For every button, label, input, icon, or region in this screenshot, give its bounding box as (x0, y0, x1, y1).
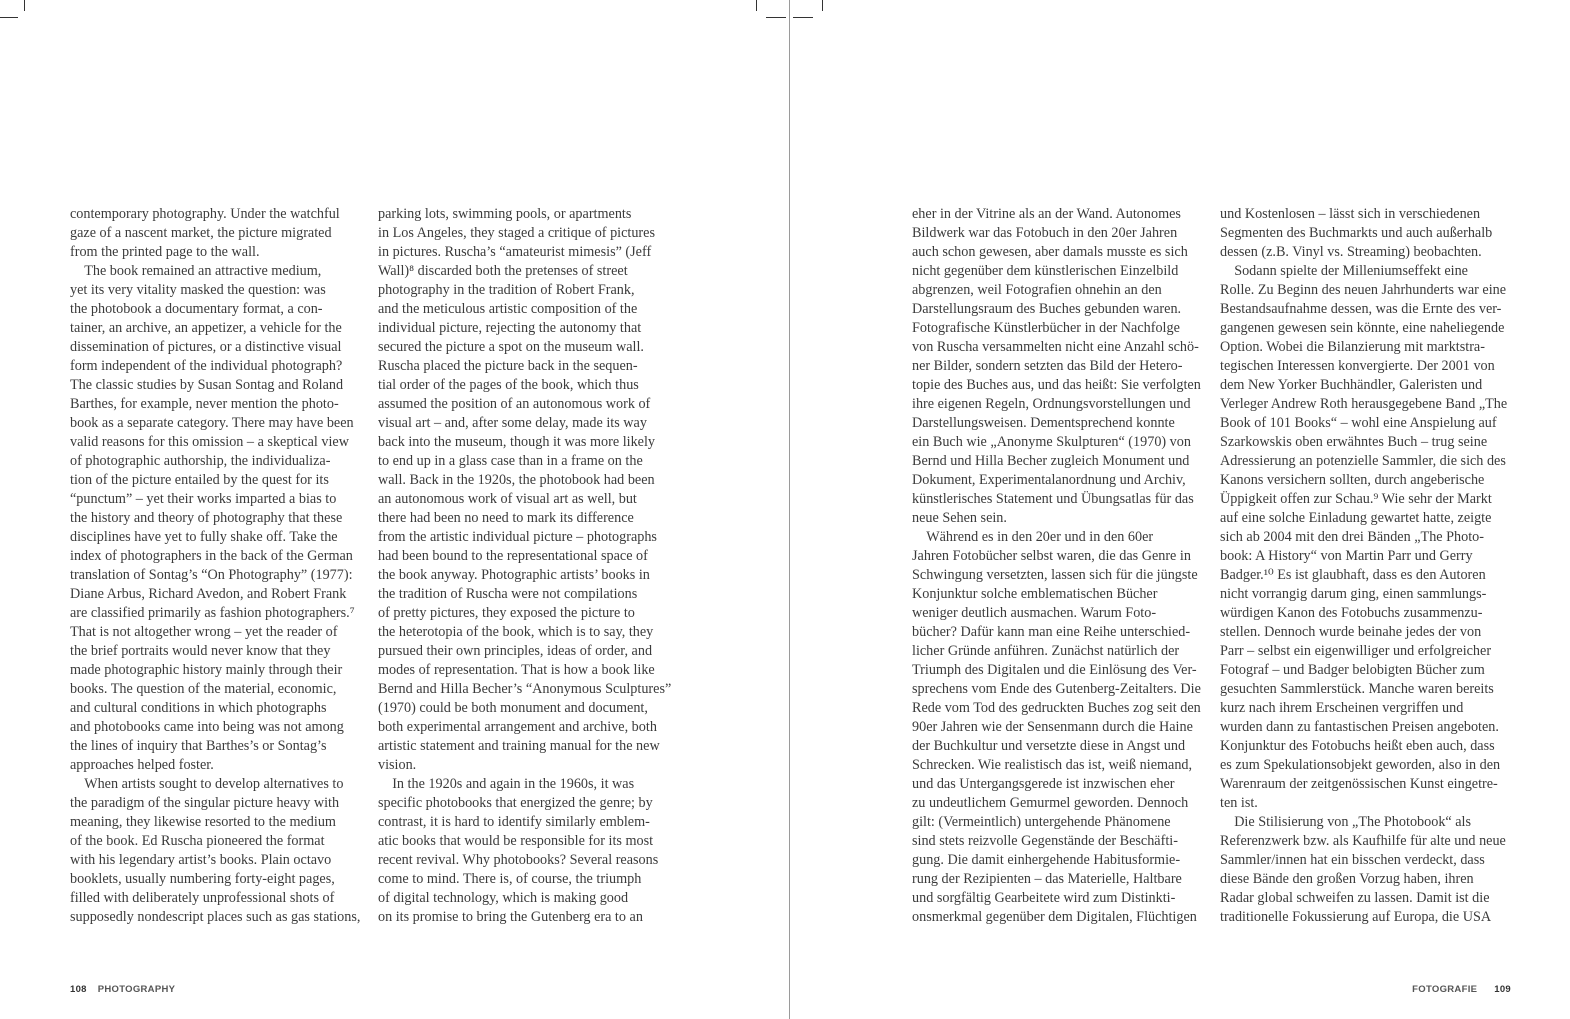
text-line: of photographic authorship, the individualiza- (70, 453, 331, 469)
text-line: specific photobooks that energized the genre; by (378, 795, 653, 811)
text-line: and the meticulous artistic composition of the (378, 301, 638, 317)
text-line: Parr – selbst ein eigenwilliger und erfolgreicher (1220, 643, 1492, 659)
text-line: Warenraum der zeitgenössischen Kunst eingetre- (1220, 776, 1498, 792)
text-line: Bildwerk war das Fotobuch in den 20er Jahren (912, 225, 1178, 241)
text-line: ten ist. (1220, 795, 1258, 811)
text-line: ein Buch wie „Anonyme Skulpturen“ (1970) von (912, 434, 1191, 450)
text-line: weniger deutlich ausmachen. Warum Foto- (912, 605, 1157, 621)
text-line: Konjunktur solche emblematischen Bücher (912, 586, 1158, 602)
text-line: gung. Die damit einhergehende Habitusformie- (912, 852, 1181, 868)
text-line: Adressierung an potenzielle Sammler, die sich des (1220, 453, 1506, 469)
text-line: Wall)⁸ discarded both the pretenses of street (378, 263, 628, 279)
text-line: to end up in a glass case than in a frame on the (378, 453, 643, 469)
text-line: In the 1920s and again in the 1960s, it was (378, 776, 635, 792)
text-line: in Los Angeles, they staged a critique of pictures (378, 225, 655, 241)
text-line: eher in der Vitrine als an der Wand. Autonomes (912, 206, 1181, 222)
text-line: meaning, they likewise resorted to the medium (70, 814, 336, 830)
crop-mark (756, 0, 757, 11)
text-line: Rede vom Tod des gedruckten Buches zog seit den (912, 700, 1201, 716)
text-line: on its promise to bring the Gutenberg era to an (378, 909, 643, 925)
text-line: nicht gegenüber dem künstlerischen Einzelbild (912, 263, 1179, 279)
left-page-footer (70, 984, 175, 995)
text-line: Konjunktur des Fotobuchs heißt eben auch, dass (1220, 738, 1495, 754)
text-line: licher Gründe anführen. Zunächst natürlich der (912, 643, 1180, 659)
text-line: contrast, it is hard to identify similarly emblem- (378, 814, 650, 830)
text-line: Segmenten des Buchmarkts und auch außerhalb (1220, 225, 1493, 241)
text-line: Sammler/innen hat ein bisschen verdeckt, dass (1220, 852, 1485, 868)
text-line: tainer, an archive, an appetizer, a vehicle for the (70, 320, 342, 336)
text-line: Darstellungsweisen. Dementsprechend konnte (912, 415, 1175, 431)
page-number: 108 (70, 984, 87, 995)
text-line: When artists sought to develop alternatives to (70, 776, 344, 792)
text-line: Während es in den 20er und in den 60er (912, 529, 1154, 545)
text-line: supposedly nondescript places such as gas stations, (70, 909, 361, 925)
text-line: dem New Yorker Buchhändler, Galeristen und (1220, 377, 1483, 393)
text-line: Bernd and Hilla Becher’s “Anonymous Sculptures” (378, 681, 672, 697)
crop-mark (766, 17, 786, 18)
text-line: book: A History“ von Martin Parr und Gerry (1220, 548, 1473, 564)
text-line: Üppigkeit offen zur Schau.⁹ Wie sehr der Markt (1220, 491, 1492, 507)
text-line: there had been no need to mark its difference (378, 510, 634, 526)
text-line: recent revival. Why photobooks? Several reasons (378, 852, 659, 868)
text-line: auf eine solche Einladung gewartet hatte, zeigte (1220, 510, 1492, 526)
text-line: tion of the picture entailed by the quest for its (70, 472, 329, 488)
text-line: from the printed page to the wall. (70, 244, 260, 260)
text-line: onsmerkmal gegenüber dem Digitalen, Flüchtigen (912, 909, 1197, 925)
text-line: wall. Back in the 1920s, the photobook had been (378, 472, 655, 488)
text-line: Fotografische Künstlerbücher in der Nachfolge (912, 320, 1180, 336)
text-line: in pictures. Ruscha’s “amateurist mimesis” (Jeff (378, 244, 652, 260)
text-line: are classified primarily as fashion photographers.⁷ (70, 605, 355, 621)
text-line: books. The question of the material, economic, (70, 681, 337, 697)
right-page-column-1 (912, 205, 1207, 927)
text-line: gesuchten Sammlerstück. Manche waren bereits (1220, 681, 1494, 697)
text-line: Schwingung versetzten, lassen sich für die jüngste (912, 567, 1198, 583)
text-line: valid reasons for this omission – a skeptical view (70, 434, 349, 450)
text-line: topie des Buches aus, und das heißt: Sie verfolgten (912, 377, 1201, 393)
text-line: Rolle. Zu Beginn des neuen Jahrhunderts war eine (1220, 282, 1507, 298)
text-line: contemporary photography. Under the watchful (70, 206, 340, 222)
text-line: filled with deliberately unprofessional shots of (70, 890, 335, 906)
text-line: Dokument, Experimentalanordnung und Archiv, (912, 472, 1186, 488)
text-line: the history and theory of photography that these (70, 510, 343, 526)
text-line: Radar global schweifen zu lassen. Damit ist die (1220, 890, 1490, 906)
text-line: of digital technology, which is making good (378, 890, 629, 906)
text-line: an autonomous work of visual art as well, but (378, 491, 637, 507)
text-line: abgrenzen, weil Fotografien ohnehin an den (912, 282, 1162, 298)
text-line: Sodann spielte der Milleniumseffekt eine (1220, 263, 1468, 279)
text-line: von Ruscha versammelten nicht eine Anzahl schö- (912, 339, 1199, 355)
text-line: und das Untergangsgerede ist inzwischen eher (912, 776, 1175, 792)
text-line: disciplines have yet to fully shake off. Take the (70, 529, 338, 545)
text-line: the tradition of Ruscha were not compilations (378, 586, 638, 602)
text-line: and photobooks came into being was not among (70, 719, 344, 735)
text-line: Szarkowskis oben erwähntes Buch – trug seine (1220, 434, 1488, 450)
text-line: auch schon gewesen, aber damals musste es sich (912, 244, 1188, 260)
text-line: the lines of inquiry that Barthes’s or Sontag’s (70, 738, 327, 754)
left-page-column-1 (70, 205, 365, 927)
text-line: Kanons versichern sollten, durch angeberische (1220, 472, 1485, 488)
text-line: Fotograf – und Badger belobigten Bücher zum (1220, 662, 1485, 678)
text-line: bücher? Dafür kann man eine Reihe unterschied- (912, 624, 1191, 640)
text-line: “punctum” – yet their works imparted a bias to (70, 491, 337, 507)
text-line: form independent of the individual photograph? (70, 358, 343, 374)
crop-mark (0, 17, 18, 18)
text-line: Option. Wobei die Bilanzierung mit marktstra- (1220, 339, 1485, 355)
text-line: und Kostenlosen – lässt sich in verschiedenen (1220, 206, 1481, 222)
text-line: pursued their own principles, ideas of order, and (378, 643, 653, 659)
text-line: neue Sehen sein. (912, 510, 1007, 526)
text-line: tegischen Interessen konvergierte. Der 2001 von (1220, 358, 1495, 374)
text-line: der Buchkultur und versetzte diese in Angst und (912, 738, 1186, 754)
text-line: yet its very vitality masked the question: was (70, 282, 326, 298)
text-line: come to mind. There is, of course, the triumph (378, 871, 642, 887)
text-line: Bestandsaufnahme dessen, was die Ernte des ver- (1220, 301, 1502, 317)
spine-divider (789, 0, 790, 1019)
text-line: Badger.¹⁰ Es ist glaubhaft, dass es den Autoren (1220, 567, 1486, 583)
text-line: had been bound to the representational space of (378, 548, 648, 564)
text-line: assumed the position of an autonomous work of (378, 396, 651, 412)
text-line: atic books that would be responsible for its most (378, 833, 654, 849)
text-line: dissemination of pictures, or a distinctive visual (70, 339, 342, 355)
text-line: stellen. Dennoch wurde beinahe jedes der von (1220, 624, 1482, 640)
text-line: The classic studies by Susan Sontag and Roland (70, 377, 344, 393)
text-line: book as a separate category. There may have been (70, 415, 354, 431)
text-line: Referenzwerk bzw. als Kaufhilfe für alte und neue (1220, 833, 1506, 849)
text-line: rung der Rezipienten – das Materielle, Haltbare (912, 871, 1182, 887)
text-line: visual art – and, after some delay, made its way (378, 415, 647, 431)
text-line: secured the picture a spot on the museum wall. (378, 339, 644, 355)
text-line: both experimental arrangement and archive, both (378, 719, 657, 735)
text-line: vision. (378, 757, 417, 773)
text-line: The book remained an attractive medium, (70, 263, 322, 279)
text-line: Ruscha placed the picture back in the sequen- (378, 358, 638, 374)
text-line: the heterotopia of the book, which is to say, they (378, 624, 654, 640)
text-line: Triumph des Digitalen und die Einlösung des Ver- (912, 662, 1197, 678)
text-line: tial order of the pages of the book, which thus (378, 377, 639, 393)
text-line: würdigen Kanon des Fotobuchs zusammenzu- (1220, 605, 1483, 621)
text-line: gangenen gewesen sein könnte, eine naheliegende (1220, 320, 1505, 336)
text-line: zu undeutlichem Gemurmel geworden. Dennoch (912, 795, 1189, 811)
text-line: Schrecken. Wie realistisch das ist, weiß niemand, (912, 757, 1193, 773)
crop-mark (793, 17, 813, 18)
text-line: the photobook a documentary format, a con- (70, 301, 323, 317)
text-line: Die Stilisierung von „The Photobook“ als (1220, 814, 1472, 830)
text-line: with his legendary artist’s books. Plain octavo (70, 852, 332, 868)
text-line: back into the museum, though it was more likely (378, 434, 656, 450)
text-line: Book of 101 Books“ – wohl eine Anspielung auf (1220, 415, 1497, 431)
text-line: Bernd und Hilla Becher zugleich Monument und (912, 453, 1190, 469)
text-line: parking lots, swimming pools, or apartments (378, 206, 632, 222)
text-line: kurz nach ihrem Erscheinen vergriffen und (1220, 700, 1464, 716)
text-line: gilt: (Vermeintlich) untergehende Phänomene (912, 814, 1171, 830)
text-line: künstlerisches Statement und Übungsatlas für das (912, 491, 1194, 507)
text-line: of the book. Ed Ruscha pioneered the format (70, 833, 325, 849)
text-line: of pretty pictures, they exposed the picture to (378, 605, 635, 621)
text-line: sprechens vom Ende des Gutenberg-Zeitalters. Die (912, 681, 1201, 697)
text-line: index of photographers in the back of the German (70, 548, 353, 564)
text-line: ner Bilder, sondern setzten das Bild der Hetero- (912, 358, 1183, 374)
crop-mark (822, 0, 823, 11)
text-line: diese Bände den großen Vorzug haben, ihren (1220, 871, 1474, 887)
page-number: 109 (1494, 984, 1511, 995)
running-section-label: PHOTOGRAPHY (97, 984, 176, 995)
text-line: and cultural conditions in which photographs (70, 700, 327, 716)
text-line: nicht vorrangig darum ging, einen sammlungs- (1220, 586, 1487, 602)
text-line: dessen (z.B. Vinyl vs. Streaming) beobachten. (1220, 244, 1482, 260)
crop-mark (24, 0, 25, 11)
text-line: made photographic history mainly through their (70, 662, 343, 678)
text-line: traditionelle Fokussierung auf Europa, die USA (1220, 909, 1492, 925)
text-line: gaze of a nascent market, the picture migrated (70, 225, 332, 241)
text-line: the paradigm of the singular picture heavy with (70, 795, 340, 811)
text-line: individual picture, rejecting the autonomy that (378, 320, 642, 336)
left-page-column-2 (378, 205, 673, 927)
text-line: es zum Spekulationsobjekt geworden, also in den (1220, 757, 1501, 773)
text-line: sich ab 2004 mit den drei Bänden „The Photo- (1220, 529, 1484, 545)
text-line: und sorgfältig Gearbeitete wird zum Distinkti- (912, 890, 1176, 906)
text-line: translation of Sontag’s “On Photography” (1977): (70, 567, 353, 583)
text-line: Jahren Fotobücher selbst waren, die das Genre in (912, 548, 1191, 564)
text-line: Diane Arbus, Richard Avedon, and Robert Frank (70, 586, 347, 602)
text-line: 90er Jahren wie der Sensenmann durch die Haine (912, 719, 1193, 735)
text-line: photography in the tradition of Robert Frank, (378, 282, 635, 298)
text-line: booklets, usually numbering forty-eight pages, (70, 871, 335, 887)
text-line: wurden dann zu fantastischen Preisen angeboten. (1220, 719, 1499, 735)
right-page-column-2 (1220, 205, 1515, 927)
text-line: the brief portraits would never know that they (70, 643, 331, 659)
text-line: from the artistic individual picture – photographs (378, 529, 657, 545)
text-line: sind stets reizvolle Gegenstände der Beschäfti- (912, 833, 1178, 849)
text-line: Darstellungsraum des Buches gebunden waren. (912, 301, 1182, 317)
text-line: That is not altogether wrong – yet the reader of (70, 624, 338, 640)
text-line: artistic statement and training manual for the new (378, 738, 660, 754)
text-line: Barthes, for example, never mention the photo- (70, 396, 339, 412)
text-line: modes of representation. That is how a book like (378, 662, 655, 678)
running-section-label: FOTOGRAFIE (1412, 984, 1478, 995)
text-line: (1970) could be both monument and document, (378, 700, 648, 716)
text-line: Verleger Andrew Roth herausgegebene Band „The (1220, 396, 1508, 412)
text-line: the book anyway. Photographic artists’ books in (378, 567, 650, 583)
right-page-footer (1412, 984, 1511, 995)
text-line: ihre eigenen Regeln, Ordnungsvorstellungen und (912, 396, 1191, 412)
text-line: approaches helped foster. (70, 757, 214, 773)
